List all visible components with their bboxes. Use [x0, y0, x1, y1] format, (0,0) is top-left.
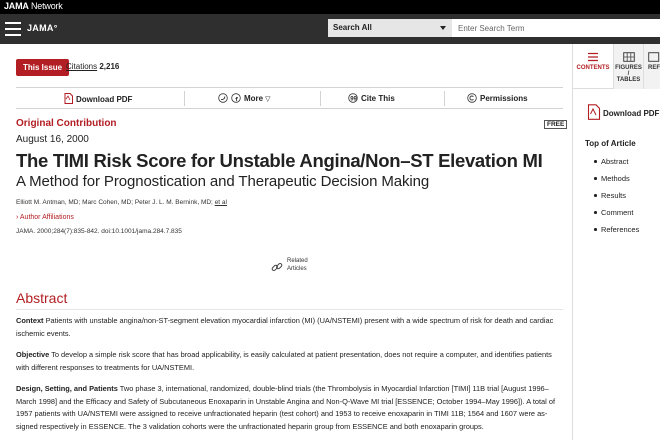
divider [16, 309, 563, 310]
quote-icon [348, 93, 358, 103]
author-affiliations-toggle[interactable]: › Author Affiliations [16, 214, 74, 221]
sidebar-tabs [573, 44, 660, 89]
article-subtitle: A Method for Prognostication and Therapeutic Decision Making [16, 173, 430, 190]
this-issue-button[interactable]: This Issue [16, 59, 69, 76]
toolbar-divider [320, 91, 321, 106]
article-toolbar [16, 87, 563, 109]
search-input[interactable] [452, 19, 660, 37]
related-label: Related [287, 258, 308, 264]
table-of-contents [601, 157, 639, 242]
article-title: The TIMI Risk Score for Unstable Angina/Non–ST Elevation MI [16, 150, 543, 171]
svg-text:99: 99 [350, 96, 357, 103]
toolbar-divider [184, 91, 185, 106]
tab-contents[interactable]: CONTENTS [573, 44, 613, 89]
abstract-heading: Abstract [16, 290, 68, 306]
article-citation: JAMA. 2000;284(7):835-842. doi:10.1001/jama.284.7.835 [16, 228, 182, 235]
menu-icon[interactable] [5, 22, 21, 36]
share-more-button[interactable]: More ▽ [218, 93, 270, 103]
abstract-objective: Objective To develop a simple risk score that has broad applicability, is easily calculated at patient presentation, does not require a computer, and identifies patients with different responses to treatments for UA/NSTEMI. [16, 350, 552, 372]
citations-link[interactable]: Citations 2,216 [66, 62, 120, 71]
chevron-down-icon [440, 26, 446, 30]
toolbar-divider [444, 91, 445, 106]
toc-heading: Top of Article [585, 139, 636, 148]
copyright-icon [467, 93, 477, 103]
et-al-link[interactable]: et al [214, 199, 227, 206]
related-articles-button[interactable] [271, 258, 331, 278]
author-list: Elliott M. Antman, MD; Marc Cohen, MD; Peter J. L. M. Bernink, MD; et al [16, 199, 227, 206]
toc-item-methods[interactable]: Methods [601, 174, 639, 191]
chevron-right-icon: › [16, 214, 20, 221]
download-pdf-button[interactable]: Download PDF [64, 93, 132, 104]
jama-network-logo[interactable]: JAMA Network [4, 1, 63, 11]
references-icon [648, 52, 660, 62]
facebook-icon[interactable] [231, 93, 241, 103]
toc-item-abstract[interactable]: Abstract [601, 157, 639, 174]
article-type: Original Contribution [16, 118, 117, 129]
network-bar [0, 0, 660, 14]
cite-button[interactable]: 99 Cite This [348, 93, 395, 103]
toc-item-results[interactable]: Results [601, 191, 639, 208]
article-main [0, 44, 572, 440]
abstract-context: Context Patients with unstable angina/non-ST-segment elevation myocardial infarction (MI) (UA/NSTEMI) present with a wide spectrum of risk for death and cardiac ischemic events. [16, 316, 554, 338]
chevron-down-icon: ▽ [263, 96, 271, 103]
toc-item-references[interactable]: References [601, 225, 639, 242]
publication-date: August 16, 2000 [16, 134, 89, 145]
abstract-design: Design, Setting, and Patients Two phase 3, international, randomized, double-blind trials (the Thrombolysis in Myocardial Infarction [TIMI] 11B trial [August 1996–March 1998] and the Efficacy and Safety of Subcutaneous Enoxaparin in Unstable Angina and Non-Q-Wave MI trial [ESSENCE; October 1994–May 1996]). A total of 1957 patients with UA/NSTEMI were assigned to receive unfractionated heparin (test cohort) and 1953 to receive enoxaparin in TIMI 11B; 1564 and 1607 were as-signed respectively in ESSENCE. The 3 validation cohorts were the unfractionated heparin group from ESSENCE and both enoxaparin groups. [16, 384, 556, 431]
toc-item-comment[interactable]: Comment [601, 208, 639, 225]
pdf-icon [587, 104, 601, 120]
pdf-icon [64, 93, 73, 104]
jama-logo[interactable]: JAMA° [27, 23, 58, 33]
related-label-2: Articles [287, 265, 307, 272]
article-sidebar [572, 44, 660, 440]
tab-figures-tables[interactable]: FIGURES / TABLES [613, 44, 643, 89]
search-scope-select[interactable]: Search All [328, 19, 452, 37]
permissions-button[interactable]: Permissions [467, 93, 528, 103]
sidebar-download-pdf[interactable]: Download PDF [587, 104, 659, 120]
list-icon [587, 52, 599, 62]
image-icon [623, 52, 635, 62]
link-icon [271, 261, 283, 273]
tab-references[interactable]: REF [643, 44, 660, 89]
twitter-icon[interactable] [218, 93, 228, 103]
free-badge: FREE [544, 120, 567, 129]
